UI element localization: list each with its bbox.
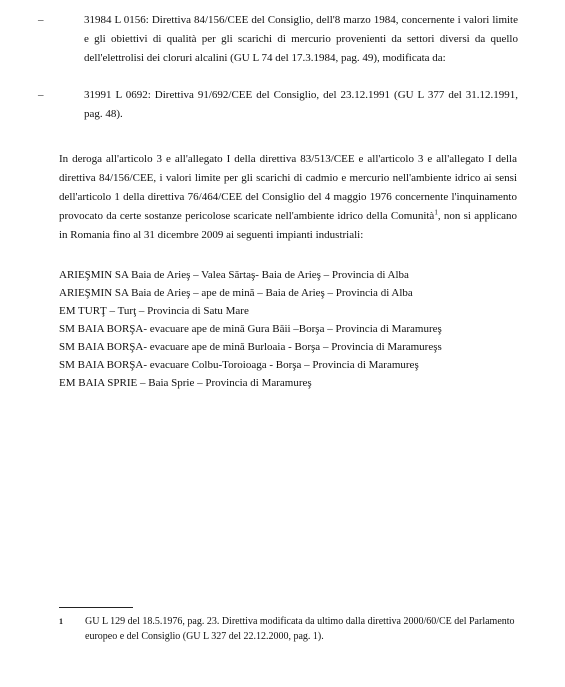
footnote-text: GU L 129 del 18.5.1976, pag. 23. Direttiva modificata da ultimo dalla direttiva 2000/60/CE del Parlamento europeo e del Consiglio (GU L 327 del 22.12.2000, pag. 1).	[85, 616, 515, 642]
bullet-text: 31984 L 0156: Direttiva 84/156/CEE del Consiglio, dell'8 marzo 1984, concernente i valori limite e gli obiettivi di qualità per gli scarichi di mercurio provenienti da settori diversi da quello dell'elettrolisi dei cloruri alcalini (GU L 74 del 17.3.1984, pag. 49), modificata da:	[84, 14, 518, 64]
bullet-dash: –	[38, 89, 44, 101]
bullet-text: 31991 L 0692: Direttiva 91/692/CEE del Consiglio, del 23.12.1991 (GU L 377 del 31.12.1991, pag. 48).	[84, 89, 518, 120]
list-item	[38, 86, 518, 124]
paragraph-text: In deroga all'articolo 3 e all'allegato I della direttiva 83/513/CEE e all'articolo 3 e all'allegato I della direttiva 84/156/CEE, i valori limite per gli scarichi di cadmio e mercurio nell'ambiente idrico ai sensi dell'articolo 1 della direttiva 76/464/CEE del Consiglio del 4 maggio 1976 concernente l'inquinamento provocato da certe sostanze pericolose scaricate nell'ambiente idrico della Comunità	[59, 153, 517, 222]
paragraph-text-end: , non si applicano in Romania fino al 31 dicembre 2009 ai seguenti impianti industriali:	[59, 210, 517, 241]
installations-list	[59, 266, 529, 392]
footnote-separator	[59, 607, 133, 608]
list-item	[38, 11, 518, 68]
footnote-reference: 1	[434, 208, 438, 217]
list-item: ARIEŞMIN SA Baia de Arieş – ape de mină – Baia de Arieş – Provincia di Alba	[59, 287, 413, 299]
footnote	[59, 614, 524, 644]
derogation-paragraph	[59, 150, 517, 245]
list-item: EM TURŢ – Turţ – Provincia di Satu Mare	[59, 305, 249, 317]
bullet-dash: –	[38, 14, 44, 26]
list-item: SM BAIA BORŞA- evacuare ape de mină Gura Băii –Borşa – Provincia di Maramureş	[59, 323, 442, 335]
list-item: SM BAIA BORŞA- evacuare Colbu-Toroioaga - Borşa – Provincia di Maramureş	[59, 359, 419, 371]
footnote-number: 1	[59, 617, 63, 626]
list-item: SM BAIA BORŞA- evacuare ape de mină Burloaia - Borşa – Provincia di Maramureşs	[59, 341, 442, 353]
list-item: EM BAIA SPRIE – Baia Sprie – Provincia di Maramureş	[59, 377, 312, 389]
list-item: ARIEŞMIN SA Baia de Arieş – Valea Sărtaş- Baia de Arieş – Provincia di Alba	[59, 269, 409, 281]
